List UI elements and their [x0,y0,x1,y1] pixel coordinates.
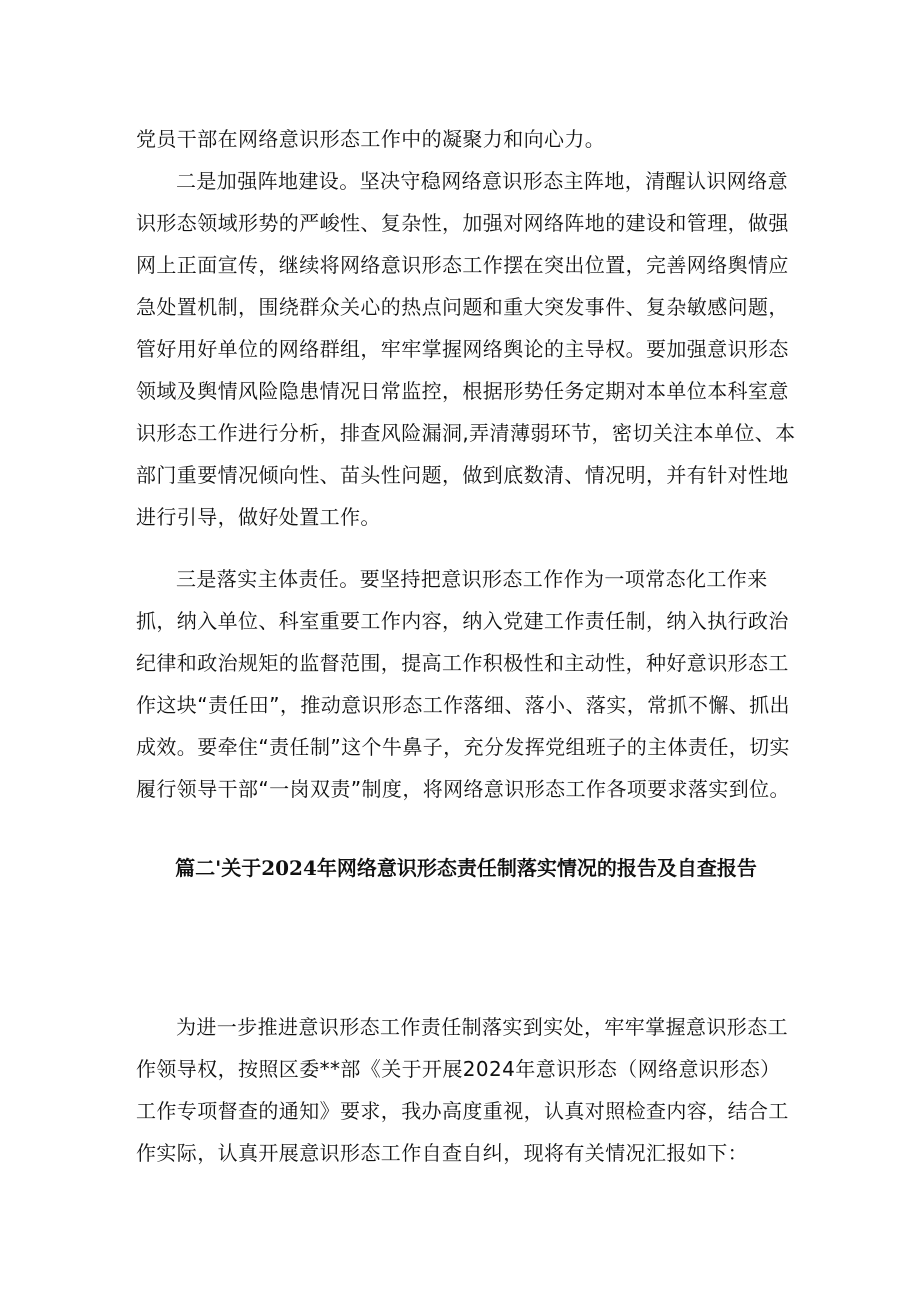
paragraph-main-responsibility: 三是落实主体责任。要坚持把意识形态工作作为一项常态化工作来抓，纳入单位、科室重要工作内容，纳入党建工作责任制，纳入执行政治纪律和政治规矩的监督范围，提高工作积极性和主动性，种好意识形态工作这块“责任田”，推动意识形态工作落细、落小、落实，常抓不懈、抓出成效。要牵住“责任制”这个牛鼻子，充分发挥党组班子的主体责任，切实履行领导干部“一岗双责”制度，将网络意识形态工作各项要求落实到位。 [136,567,790,801]
section-heading: 篇二'关于2024年网络意识形态责任制落实情况的报告及自查报告 [175,856,757,880]
paragraph-continuation: 党员干部在网络意识形态工作中的凝聚力和向心力。 [136,127,606,151]
paragraph-position-building: 二是加强阵地建设。坚决守稳网络意识形态主阵地，清醒认识网络意识形态领域形势的严峻性、复杂性，加强对网络阵地的建设和管理，做强网上正面宣传，继续将网络意识形态工作摆在突出位置，完善网络舆情应急处置机制，围绕群众关心的热点问题和重大突发事件、复杂敏感问题，管好用好单位的网络群组，牢牢掌握网络舆论的主导权。要加强意识形态领域及舆情风险隐患情况日常监控，根据形势任务定期对本单位本科室意识形态工作进行分析，排查风险漏洞,弄清薄弱环节，密切关注本单位、本部门重要情况倾向性、苗头性问题，做到底数清、情况明，并有针对性地进行引导，做好处置工作。 [136,169,796,529]
paragraph-report-intro: 为进一步推进意识形态工作责任制落实到实处，牢牢掌握意识形态工作领导权，按照区委**部《关于开展2024年意识形态（网络意识形态）工作专项督查的通知》要求，我办高度重视，认真对照检查内容，结合工作实际，认真开展意识形态工作自查自纠，现将有关情况汇报如下： [136,1015,789,1165]
